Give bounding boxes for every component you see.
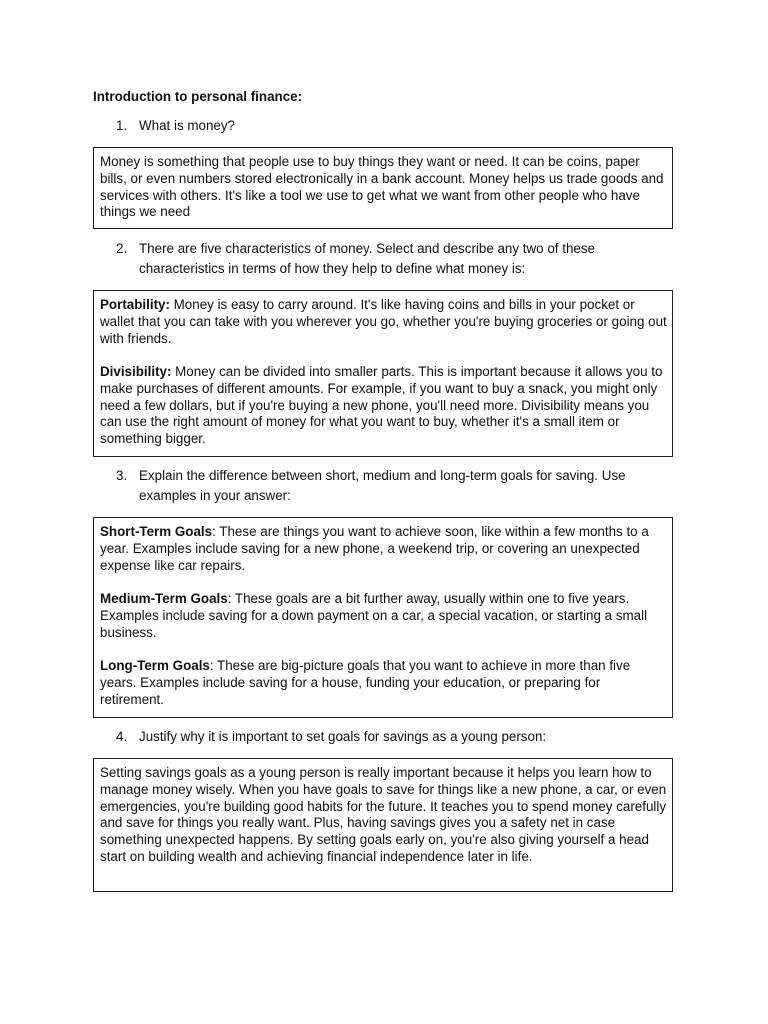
answer-term: Divisibility:: [100, 363, 172, 379]
answer-paragraph-long-term: [100, 658, 667, 708]
answer-box-4: [93, 758, 673, 892]
answer-paragraph-portability: [100, 297, 667, 347]
question-text: There are five characteristics of money. Select and describe any two of these characteristics in terms of how they help to define what money is:: [139, 241, 596, 276]
answer-term: Long-Term Goals: [100, 657, 210, 673]
question-number: 1.: [116, 118, 128, 133]
answer-text: : These are things you want to achieve soon, like within a few months to a year. Examples include saving for a new phone, a weekend trip, or covering an unexpected expense like car repairs.: [100, 524, 649, 573]
answer-paragraph-medium-term: [100, 591, 667, 641]
answer-text: Money can be divided into smaller parts. This is important because it allows you to make purchases of different amounts. For example, if you want to buy a snack, you might only need a few dollars, but if you're buying a new phone, you'll need more. Divisibility means you can use the right amount of money for what you want to buy, whether it's a small item or something bigger.: [100, 363, 663, 447]
question-2: [116, 239, 676, 279]
question-3: [116, 466, 676, 506]
question-number: 2.: [116, 241, 128, 256]
answer-box-2: [93, 290, 673, 457]
answer-paragraph-short-term: [100, 524, 667, 574]
answer-box-3: [93, 517, 673, 718]
answer-text: Money is something that people use to buy things they want or need. It can be coins, paper bills, or even numbers stored electronically in a bank account. Money helps us trade goods and services with others. It's like a tool we use to get what we want from other people who have things we need: [100, 154, 664, 220]
question-number: 3.: [116, 468, 128, 483]
answer-text: : These goals are a bit further away, usually within one to five years. Examples include saving for a down payment on a car, a special vacation, or starting a small business.: [100, 590, 648, 640]
question-text: Explain the difference between short, medium and long-term goals for saving. Use examples in your answer:: [139, 468, 626, 503]
question-4: [116, 727, 676, 747]
answer-text: Setting savings goals as a young person is really important because it helps you learn how to manage money wisely. When you have goals to save for things like a new phone, a car, or even emergencies, you're building good habits for the future. It teaches you to spend money carefully and save for things you really want. Plus, having savings gives you a safety net in case something unexpected happens. By setting goals early on, you're also giving yourself a head start on building wealth and achieving financial independence later in life.: [100, 765, 667, 864]
answer-paragraph-divisibility: [100, 364, 667, 448]
answer-paragraph: [100, 765, 667, 866]
answer-box-1: [93, 147, 673, 229]
question-text: Justify why it is important to set goals for savings as a young person:: [139, 729, 547, 744]
answer-text: Money is easy to carry around. It's like having coins and bills in your pocket or wallet that you can take with you wherever you go, whether you're buying groceries or going out with friends.: [100, 297, 667, 346]
question-1: [116, 116, 676, 136]
answer-term: Medium-Term Goals: [100, 590, 228, 606]
question-number: 4.: [116, 729, 128, 744]
answer-term: Short-Term Goals: [100, 524, 213, 539]
answer-paragraph: [100, 154, 667, 221]
question-text: What is money?: [139, 118, 236, 133]
answer-text: : These are big-picture goals that you want to achieve in more than five years. Examples include saving for a house, funding your education, or preparing for retirement.: [100, 657, 631, 707]
document-heading: Introduction to personal finance:: [93, 89, 303, 104]
answer-term: Portability:: [100, 297, 170, 312]
